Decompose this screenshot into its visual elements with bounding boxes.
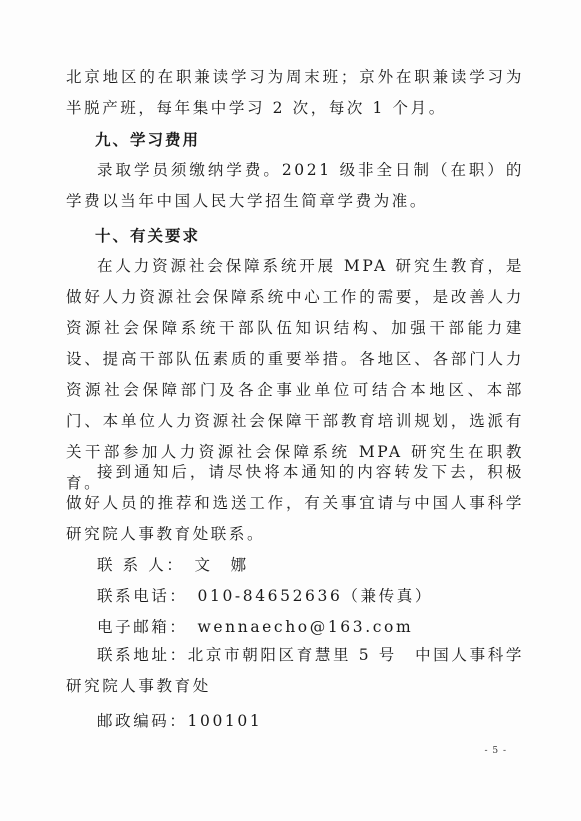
contact-person-label: 联 系 人：	[97, 556, 185, 574]
contact-person-value: 文 娜	[194, 556, 249, 574]
contact-email-row	[97, 615, 413, 637]
paragraph-study-format: 北京地区的在职兼读学习为周末班；京外在职兼读学习为半脱产班，每年集中学习 2 次，每次 1 个月。	[66, 68, 524, 117]
section-10-paragraph-1: 在人力资源社会保障系统开展 MPA 研究生教育，是做好人力资源社会保障系统中心工作的需要，是改善人力资源社会保障系统干部队伍知识结构、加强干部能力建设、提高干部队伍素质的重要举措。各地区、各部门人力资源社会保障部门及各企事业单位可结合本地区、本部门、本单位人力资源社会保障干部教育培训规划，选派有关干部参加人力资源社会保障系统 MPA 研究生在职教育。	[66, 257, 524, 492]
section-10-paragraph-2: 接到通知后，请尽快将本通知的内容转发下去，积极做好人员的推荐和选送工作，有关事宜请与中国人事科学研究院人事教育处联系。	[66, 463, 524, 543]
contact-address-value: 北京市朝阳区育慧里 5 号 中国人事科学研究院人事教育处	[66, 646, 524, 695]
contact-address-row	[66, 640, 524, 702]
contact-phone-row	[97, 584, 433, 606]
contact-postcode-label: 邮政编码：	[97, 712, 188, 730]
contact-email-label: 电子邮箱：	[97, 618, 188, 636]
section-9-heading: 九、学习费用	[95, 131, 201, 149]
contact-phone-label: 联系电话：	[97, 587, 188, 605]
contact-address-label: 联系地址：	[97, 646, 188, 664]
contact-postcode-row	[97, 709, 262, 731]
section-10-heading: 十、有关要求	[95, 227, 201, 245]
contact-phone-value: 010-84652636（兼传真）	[197, 587, 433, 605]
page-number: - 5 -	[484, 746, 507, 756]
contact-postcode-value: 100101	[187, 712, 263, 730]
contact-person-row	[97, 553, 249, 575]
section-9-body: 录取学员须缴纳学费。2021 级非全日制（在职）的学费以当年中国人民大学招生简章学费为准。	[66, 161, 524, 210]
contact-email-value: wennaecho@163.com	[197, 618, 414, 636]
